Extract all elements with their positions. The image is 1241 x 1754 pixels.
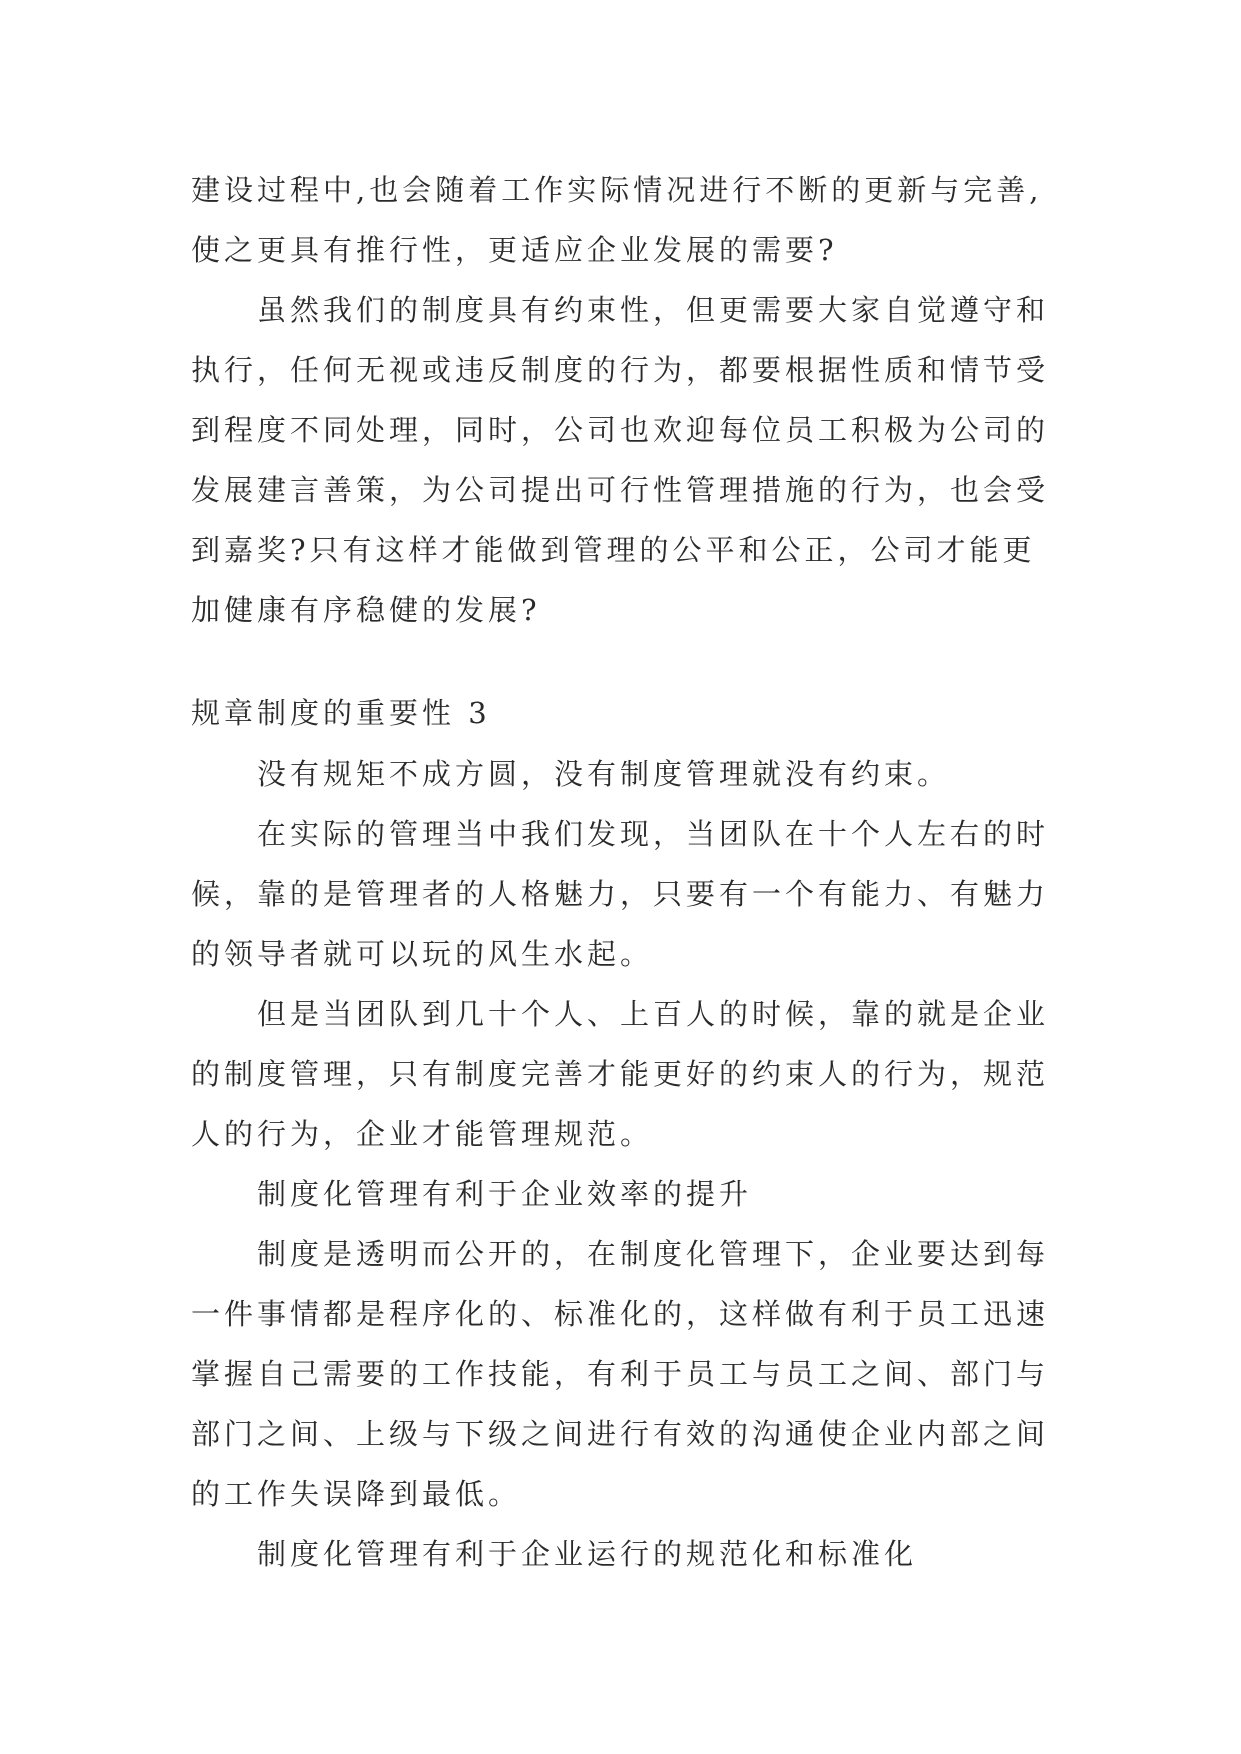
text-line-10: 没有规矩不成方圆，没有制度管理就没有约束。 bbox=[257, 757, 951, 791]
text-line-21: 部门之间、上级与下级之间进行有效的沟通使企业内部之间 bbox=[191, 1417, 1050, 1451]
text-line-15: 的制度管理，只有制度完善才能更好的约束人的行为，规范 bbox=[191, 1057, 1050, 1091]
text-line-20: 掌握自己需要的工作技能，有利于员工与员工之间、部门与 bbox=[191, 1357, 1050, 1391]
text-line-8: 加健康有序稳健的发展? bbox=[191, 593, 541, 627]
subheading-standardization: 制度化管理有利于企业运行的规范化和标准化 bbox=[257, 1537, 918, 1571]
text-line-5: 到程度不同处理，同时，公司也欢迎每位员工积极为公司的 bbox=[191, 413, 1050, 447]
text-line-22: 的工作失误降到最低。 bbox=[191, 1477, 522, 1511]
text-line-16: 人的行为，企业才能管理规范。 bbox=[191, 1117, 654, 1151]
text-line-13: 的领导者就可以玩的风生水起。 bbox=[191, 937, 654, 971]
text-line-19: 一件事情都是程序化的、标准化的，这样做有利于员工迅速 bbox=[191, 1297, 1050, 1331]
text-line-3: 虽然我们的制度具有约束性，但更需要大家自觉遵守和 bbox=[257, 293, 1050, 327]
text-line-11: 在实际的管理当中我们发现，当团队在十个人左右的时 bbox=[257, 817, 1050, 851]
section-heading: 规章制度的重要性 3 bbox=[191, 696, 491, 730]
text-line-18: 制度是透明而公开的，在制度化管理下，企业要达到每 bbox=[257, 1237, 1050, 1271]
subheading-efficiency: 制度化管理有利于企业效率的提升 bbox=[257, 1177, 753, 1211]
document-body bbox=[191, 160, 1091, 1584]
text-line-12: 候，靠的是管理者的人格魅力，只要有一个有能力、有魅力 bbox=[191, 877, 1050, 911]
text-line-7: 到嘉奖?只有这样才能做到管理的公平和公正，公司才能更 bbox=[191, 533, 1036, 567]
text-line-2: 使之更具有推行性，更适应企业发展的需要? bbox=[191, 233, 838, 267]
text-line-6: 发展建言善策，为公司提出可行性管理措施的行为，也会受 bbox=[191, 473, 1050, 507]
text-line-1: 建设过程中,也会随着工作实际情况进行不断的更新与完善, bbox=[191, 173, 1043, 207]
text-line-14: 但是当团队到几十个人、上百人的时候，靠的就是企业 bbox=[257, 997, 1050, 1031]
text-line-4: 执行，任何无视或违反制度的行为，都要根据性质和情节受 bbox=[191, 353, 1050, 387]
